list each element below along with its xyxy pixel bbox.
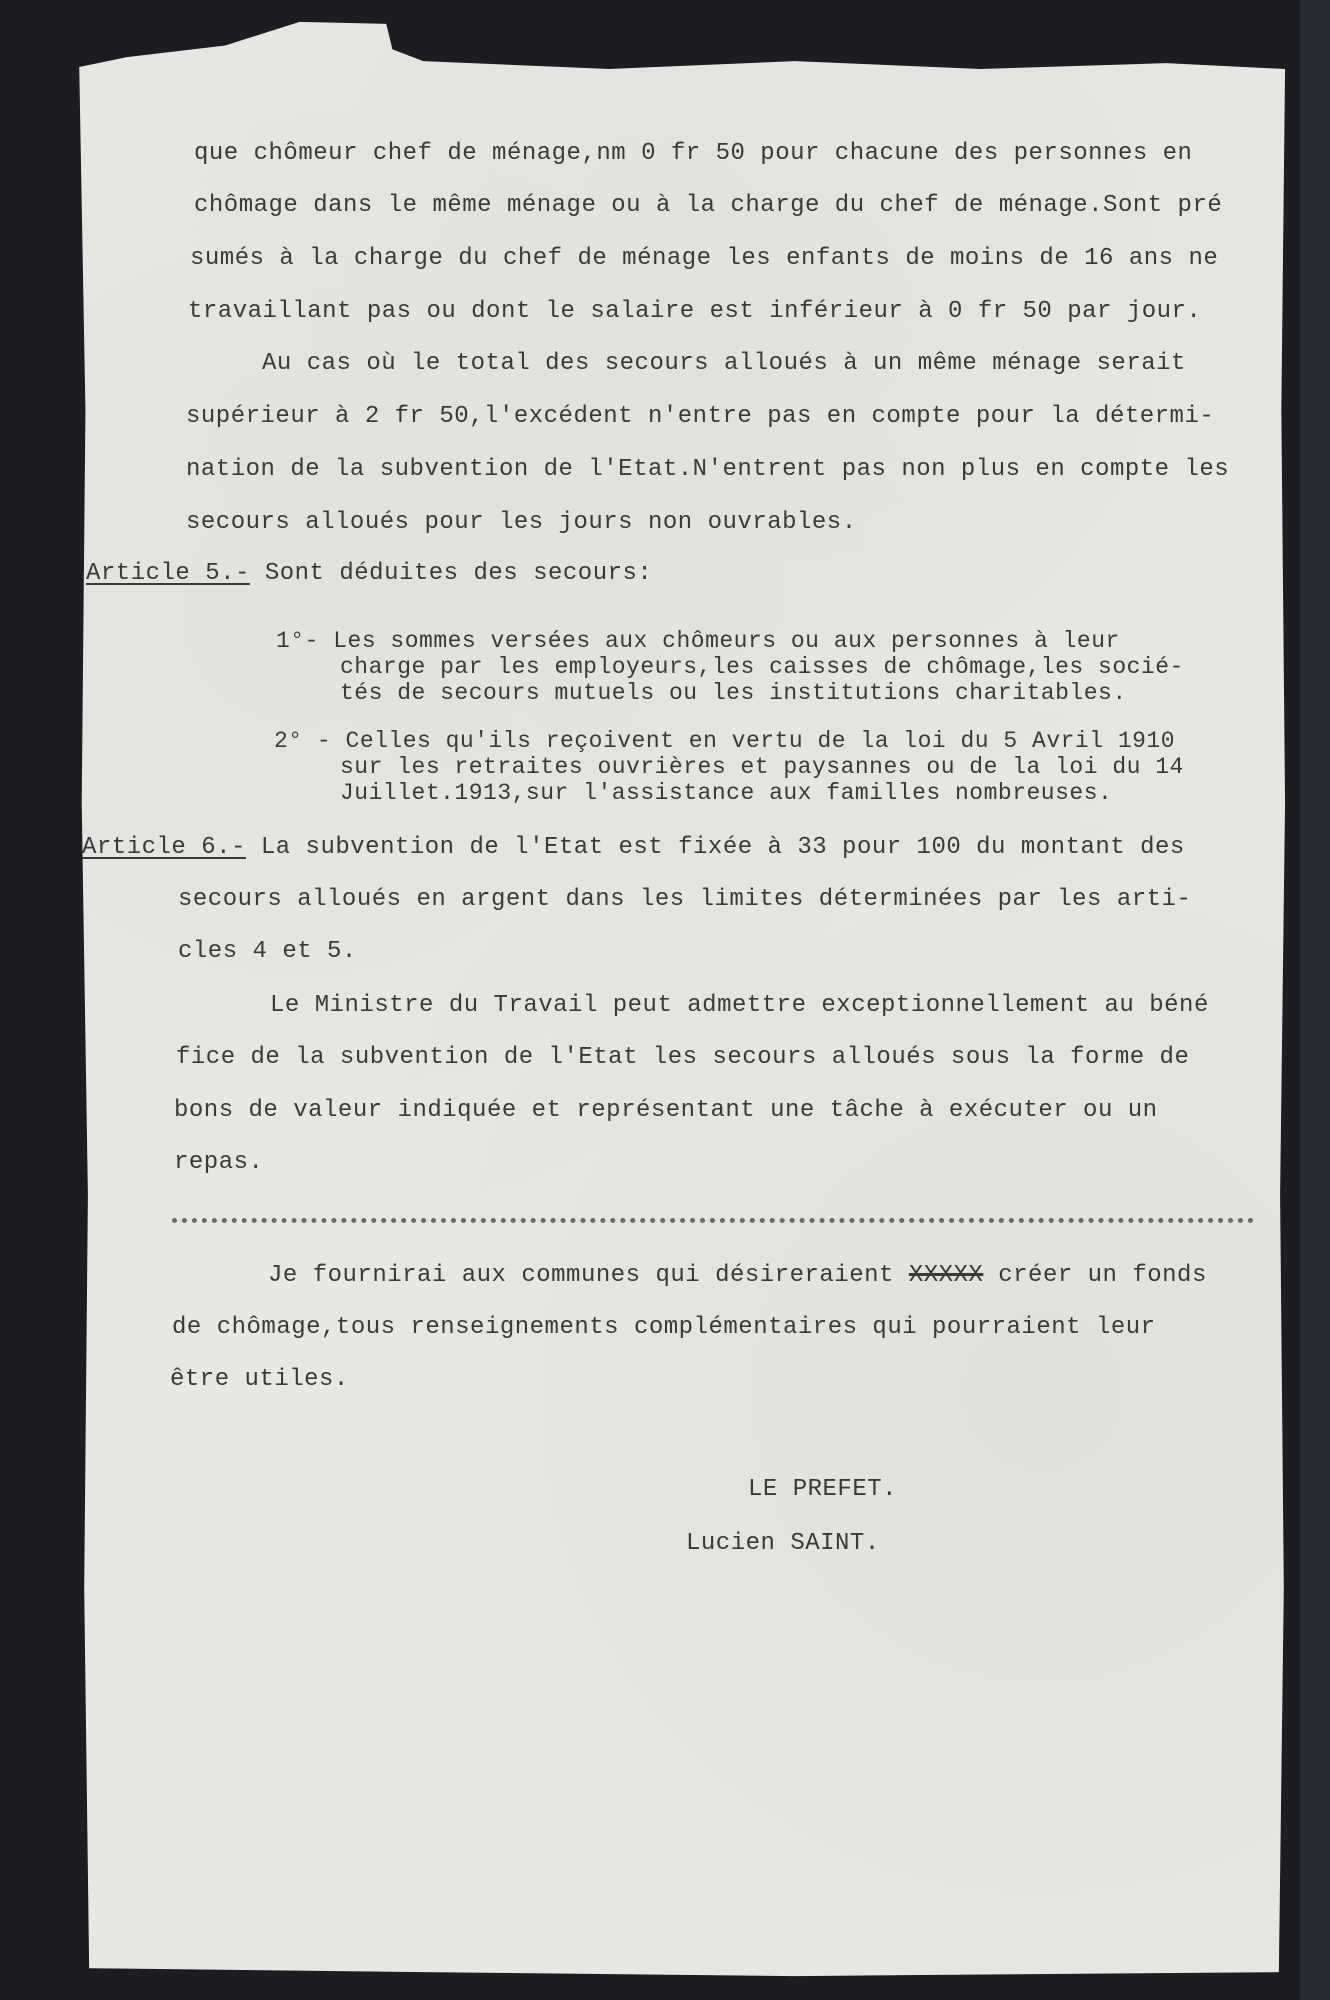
text-line: cles 4 et 5. <box>178 938 357 965</box>
text-line: bons de valeur indiquée et représentant une tâche à exécuter ou un <box>174 1097 1158 1124</box>
scan-background <box>1300 0 1330 2000</box>
signature-title: LE PREFET. <box>748 1476 898 1503</box>
text-line: repas. <box>174 1149 264 1176</box>
text-line: supérieur à 2 fr 50,l'excédent n'entre pas en compte pour la détermi- <box>186 403 1215 430</box>
text-line: Juillet.1913,sur l'assistance aux familles nombreuses. <box>340 780 1113 806</box>
article-5-heading <box>86 560 652 588</box>
text-line: sur les retraites ouvrières et paysannes ou de la loi du 14 <box>340 754 1184 780</box>
article-5-label: Article 5.- <box>86 560 250 587</box>
text-line: être utiles. <box>170 1366 349 1393</box>
text-segment: Je fournirai aux communes qui désireraient <box>268 1262 909 1289</box>
dotted-separator <box>172 1218 1254 1223</box>
text-line: secours alloués en argent dans les limites déterminées par les arti- <box>178 886 1192 913</box>
article-6-heading <box>82 834 1185 862</box>
text-line: chômage dans le même ménage ou à la charge du chef de ménage.Sont pré <box>194 192 1223 219</box>
text-line: 2° - Celles qu'ils reçoivent en vertu de la loi du 5 Avril 1910 <box>274 728 1176 754</box>
struck-out-text: XXXXX <box>908 1262 984 1289</box>
text-line: Le Ministre du Travail peut admettre exceptionnellement au béné <box>270 992 1209 1019</box>
signature-name: Lucien SAINT. <box>686 1530 880 1557</box>
text-line: que chômeur chef de ménage,nm 0 fr 50 pour chacune des personnes en <box>194 140 1193 167</box>
article-5-text: Sont déduites des secours: <box>264 560 653 587</box>
text-line: sumés à la charge du chef de ménage les enfants de moins de 16 ans ne <box>190 245 1219 272</box>
text-line: fice de la subvention de l'Etat les secours alloués sous la forme de <box>176 1044 1190 1071</box>
text-line: secours alloués pour les jours non ouvrables. <box>186 509 857 536</box>
text-segment: créer un fonds <box>983 1262 1207 1289</box>
article-6-text: La subvention de l'Etat est fixée à 33 pour 100 du montant des <box>260 834 1185 861</box>
text-line <box>268 1262 1207 1290</box>
article-6-label: Article 6.- <box>82 834 246 861</box>
text-line: 1°- Les sommes versées aux chômeurs ou aux personnes à leur <box>276 628 1120 654</box>
text-line: travaillant pas ou dont le salaire est inférieur à 0 fr 50 par jour. <box>188 298 1202 325</box>
text-line: Au cas où le total des secours alloués à un même ménage serait <box>262 350 1186 377</box>
text-line: de chômage,tous renseignements complémentaires qui pourraient leur <box>172 1314 1156 1341</box>
text-line: charge par les employeurs,les caisses de chômage,les socié- <box>340 654 1184 680</box>
text-line: tés de secours mutuels ou les institutions charitables. <box>340 680 1127 706</box>
text-line: nation de la subvention de l'Etat.N'entrent pas non plus en compte les <box>186 456 1230 483</box>
